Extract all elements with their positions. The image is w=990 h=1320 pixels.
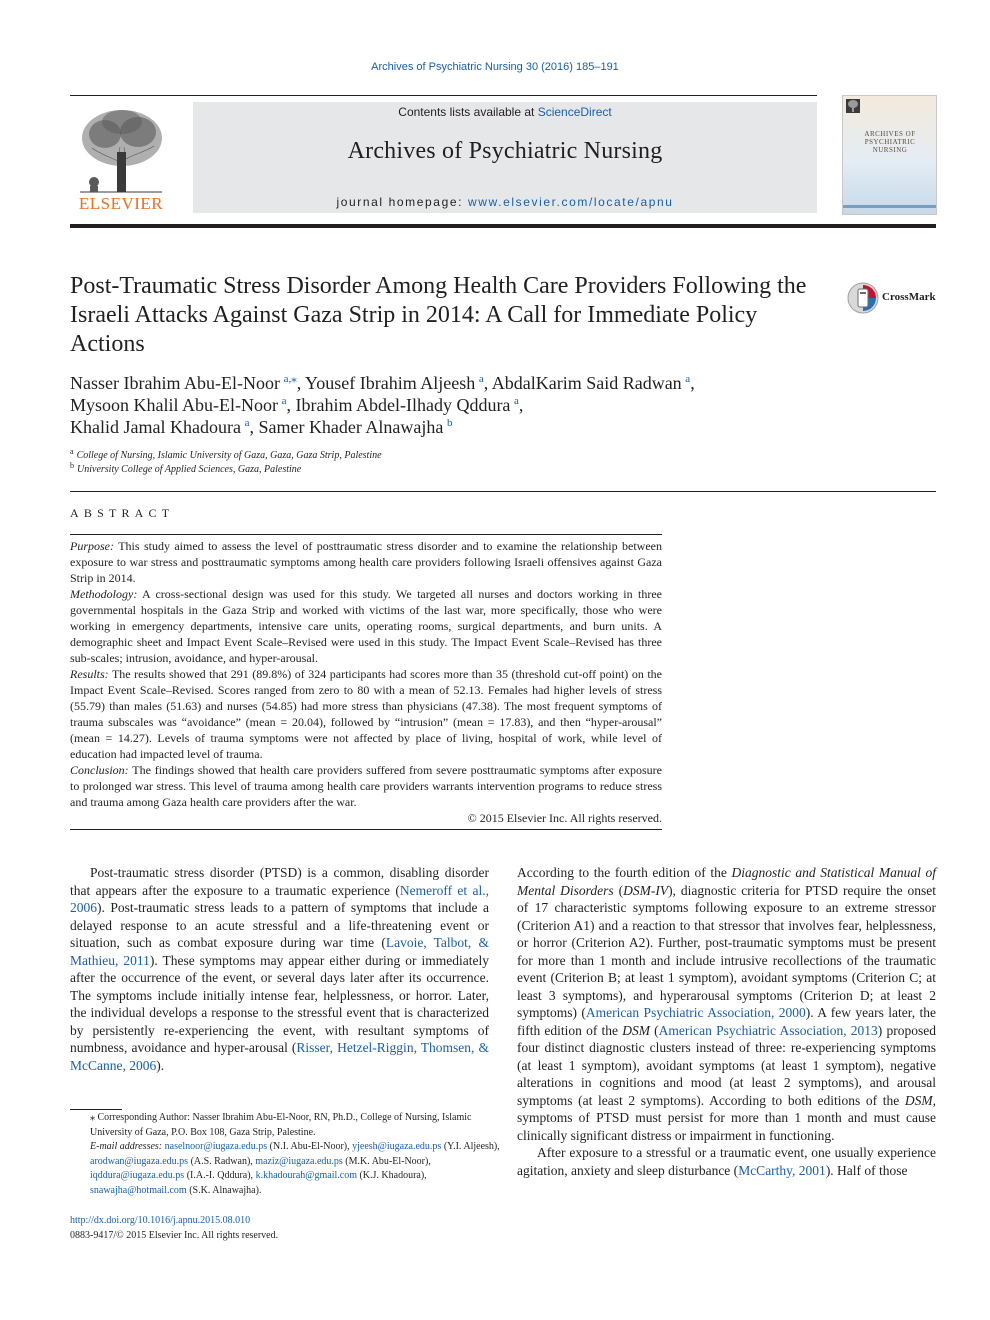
affiliations [70,449,670,477]
email-link[interactable]: maziz@iugaza.edu.ps [255,1155,343,1167]
email-link[interactable]: k.khadourah@gmail.com [255,1170,357,1181]
elsevier-wordmark: ELSEVIER [78,194,164,213]
author-6[interactable] [70,417,249,437]
author-name: AbdalKarim Said Radwan [491,373,682,393]
author-name: Ibrahim Abdel-Ilhady Qddura [295,395,511,415]
abstract-section-text: The findings showed that health care providers suffered from severe posttraumatic symptoms after exposure to prolonged war stress. This level of trauma among health care providers warrants intervention programs to reduce stress and trauma among Gaza health care providers after the war. [70,763,662,809]
body-text: According to the fourth edition of the [517,865,732,880]
issn-line: 0883-9417/© 2015 Elsevier Inc. All rights reserved. [70,1229,279,1241]
body-text: After exposure to a stressful or a traumatic event, one usually experience agitation, anxiety and sleep disturbance ( [517,1145,936,1178]
homepage-prefix: journal homepage: [336,195,468,209]
email-label: E-mail addresses: [90,1141,163,1152]
body-text: ). Half of those [825,1162,908,1178]
author-affiliation-sup[interactable]: a [244,417,250,429]
dsm-title: Diagnostic and Statistical Manual of Mental Disorders [517,865,936,898]
body-paragraph-dsm [517,864,936,1144]
abstract-section-text: A cross-sectional design was used for this study. We targeted all nurses and doctors working in three governmental hospitals in the Gaza Strip and worked with victims of the last war, more specifically, those who were working in emergency departments, intensive care units, operating rooms, surgical departments, and burn units. A demographic sheet and Impact Event Scale–Revised were used in this study. The Impact Event Scale–Revised has three sub-scales; intrusion, avoidance, and hyper-arousal. [70,587,662,665]
body-text: , symptoms of PTSD must persist for more than 1 month and must cause clinically significant distress or impairment in functioning. [517,1092,936,1143]
body-text: ). Post-traumatic stress leads to a pattern of symptoms that include a delayed response to an acute stressful and a life-threatening event or situation, such as combat exposure during war time ( [70,900,489,950]
author-1[interactable] [70,373,297,393]
email-owner: (K.J. Khadoura), [356,1170,427,1181]
author-name: Yousef Ibrahim Aljeesh [305,373,476,393]
email-link[interactable]: yjeesh@iugaza.edu.ps [352,1141,442,1152]
sciencedirect-link[interactable]: ScienceDirect [537,105,612,119]
abstract-bottom-rule [70,829,662,830]
journal-header-band [193,102,817,213]
author-name: Mysoon Khalil Abu-El-Noor [70,395,278,415]
journal-name: Archives of Psychiatric Nursing [347,138,663,164]
body-paragraph-stress [517,1144,936,1179]
author-affiliation-sup[interactable]: a [685,373,691,385]
affiliation-key: a [70,447,74,456]
body-text: ( [649,1022,659,1038]
email-link[interactable]: snawajha@hotmail.com [90,1184,187,1196]
email-owner: (N.I. Abu-El-Noor), [267,1141,353,1152]
intro-paragraph-1 [70,864,489,1074]
abstract-copyright: © 2015 Elsevier Inc. All rights reserved. [467,811,662,825]
author-3[interactable] [492,373,690,393]
abstract-purpose [70,538,662,586]
elsevier-logo[interactable] [70,102,172,214]
abstract-heading: ABSTRACT [70,506,175,520]
author-name: Samer Khader Alnawajha [258,417,444,437]
footnote-rule [70,1109,122,1110]
header-top-rule [70,95,817,96]
body-column-left [70,864,489,1074]
crossmark-badge[interactable] [846,281,938,315]
affiliation-text: College of Nursing, Islamic University of Gaza, Gaza, Gaza Strip, Palestine [76,450,382,461]
reference-link[interactable]: American Psychiatric Association, 2013 [658,1022,878,1038]
reference-link[interactable]: McCarthy, 2001 [738,1162,826,1178]
affiliation-text: University College of Applied Sciences, Gaza, Palestine [77,464,302,475]
affiliation-key: b [70,461,74,470]
reference-link[interactable]: Risser, Hetzel-Riggin, Thomsen, & McCanne, 2006 [70,1040,489,1073]
contents-availability [193,105,817,119]
body-text: ). These symptoms may appear either during or immediately after the occurrence of the event, or several days later after its occurrence. The symptoms include initially intense fear, helplessness, or horror. Later, the individual develops a response to the stressful event that is characterized by persistently re-experiencing the event, with resultant symptoms of numbness, avoidance and hyper-arousal ( [70,952,489,1055]
reference-link[interactable]: Lavoie, Talbot, & Mathieu, 2011 [70,935,489,968]
homepage-url-link[interactable]: www.elsevier.com/locate/apnu [468,195,674,209]
abstract-label: Methodology: [70,587,138,601]
cover-title: ARCHIVES OF PSYCHIATRIC NURSING [864,130,916,154]
email-owner: (I.A.-I. Qddura), [184,1170,256,1181]
email-owner: (Y.I. Aljeesh), [441,1141,500,1152]
author-name: Khalid Jamal Khadoura [70,417,241,437]
dsm-abbreviation: DSM [622,1022,650,1038]
author-separator: , [249,417,259,437]
abstract-label: Purpose: [70,539,114,553]
cover-elsevier-icon [846,99,860,113]
body-text: ). [156,1057,165,1073]
abstract-section-text: This study aimed to assess the level of posttraumatic stress disorder and to examine the relationship between exposure to war stress and posttraumatic symptoms among health care providers following Israeli offensives against Gaza Strip in 2014. [70,539,662,585]
email-link[interactable]: iqddura@iugaza.edu.ps [90,1170,185,1181]
footnotes [70,1111,500,1198]
doi-link[interactable]: http://dx.doi.org/10.1016/j.apnu.2015.08.010 [70,1215,251,1226]
affiliation-a [70,449,670,463]
journal-homepage [193,195,817,209]
corresponding-author-note: ⁎ Corresponding Author: Nasser Ibrahim Abu-El-Noor, RN, Ph.D., College of Nursing, Islamic University of Gaza, P.O. Box 108, Gaza Strip, Palestine. [90,1112,472,1138]
abstract-label: Conclusion: [70,763,129,777]
author-7[interactable] [258,417,452,437]
journal-citation-link[interactable]: Archives of Psychiatric Nursing 30 (2016) 185–191 [371,61,619,73]
author-affiliation-sup[interactable]: a [478,373,484,385]
abstract-results [70,666,662,762]
author-separator: , [518,395,524,415]
author-affiliation-sup[interactable]: a [281,395,287,407]
author-2[interactable] [305,373,484,393]
affiliation-rule [70,491,936,492]
author-separator: , [286,395,296,415]
reference-link[interactable]: American Psychiatric Association, 2000 [585,1005,806,1020]
doi-block [70,1214,500,1243]
abstract-methodology [70,586,662,666]
contents-prefix: Contents lists available at [398,105,538,119]
author-affiliation-sup[interactable]: a,⁎ [283,373,297,385]
affiliation-b [70,463,670,477]
author-list [70,372,870,438]
body-text: ). A few years later, the fifth edition of the [517,1005,936,1038]
dsm-abbreviation: DSM [904,1092,933,1108]
email-link[interactable]: arodwan@iugaza.edu.ps [90,1155,189,1167]
body-text: ), diagnostic criteria for PTSD require the onset of 17 characteristic symptoms following exposure to an extreme stressor (Criterion A1) and a reaction to that stressor that involves fear, helplessness, or horror (Criterion A2). Further, post-traumatic symptoms must be present for more than 1 month and include intrusive recollections of the traumatic event (Criterion B; at least 1 symptom), avoidant symptoms (Criterion C; at least 3 symptoms), and hyperarousal symptoms (Criterion D; at least 2 symptoms) ( [517,882,936,1020]
dsm-abbreviation: DSM-IV [623,882,669,898]
body-text: ) proposed four distinct diagnostic clusters instead of three: re-experiencing symptoms (at least 1 symptom), avoidant symptoms (at least 1 symptom), negative alterations in cognitions and mood (at least 2 symptoms), and arousal symptoms (at least 2 symptoms). According to both editions of the [517,1022,936,1108]
article-title: Post-Traumatic Stress Disorder Among Health Care Providers Following the Israeli Attacks Against Gaza Strip in 2014: A Call for Immediate Policy Actions [70,273,807,357]
body-column-right [517,864,936,1179]
abstract-conclusion [70,762,662,810]
abstract-top-rule [70,534,662,535]
body-text: Post-traumatic stress disorder (PTSD) is a common, disabling disorder that appears after the exposure to a traumatic experience ( [70,865,489,898]
header-thick-rule [70,224,936,228]
author-5[interactable] [295,395,518,415]
author-name: Nasser Ibrahim Abu-El-Noor [70,373,280,393]
abstract-body [70,538,662,826]
body-text: ( [613,882,624,898]
author-separator: , [483,373,492,393]
abstract-section-text: The results showed that 291 (89.8%) of 324 participants had scores more than 35 (threshold cut-off point) on the Impact Event Scale–Revised. Scores ranged from zero to 80 with a mean of 52.13. Females had higher levels of stress (55.79) than males (51.63) and nurses (54.85) had more stress than physicians (47.38). The most frequent symptoms of trauma subscales was “avoidance” (mean = 20.04), followed by “intrusion” (mean = 17.83), and then “hyper-arousal” (mean = 14.27). Levels of trauma symptoms were not affected by place of living, hospital of work, while level of education had impacted level of trauma. [70,667,662,761]
email-link[interactable]: naselnoor@iugaza.edu.ps [164,1141,268,1152]
author-affiliation-sup[interactable]: b [447,417,453,429]
journal-cover-thumbnail[interactable] [842,95,937,215]
crossmark-label: CrossMark [882,291,936,303]
email-addresses [70,1140,500,1198]
crossmark-icon [846,281,880,315]
author-separator: , [296,373,306,393]
reference-link[interactable]: Nemeroff et al., 2006 [70,882,489,915]
email-owner: (A.S. Radwan), [188,1155,256,1167]
email-owner: (M.K. Abu-El-Noor), [342,1155,431,1167]
cover-strip [843,205,936,208]
author-affiliation-sup[interactable]: a [514,395,519,407]
abstract-label: Results: [70,667,109,681]
author-4[interactable] [70,395,286,415]
email-owner: (S.K. Alnawajha). [186,1184,262,1196]
author-separator: , [690,373,695,393]
